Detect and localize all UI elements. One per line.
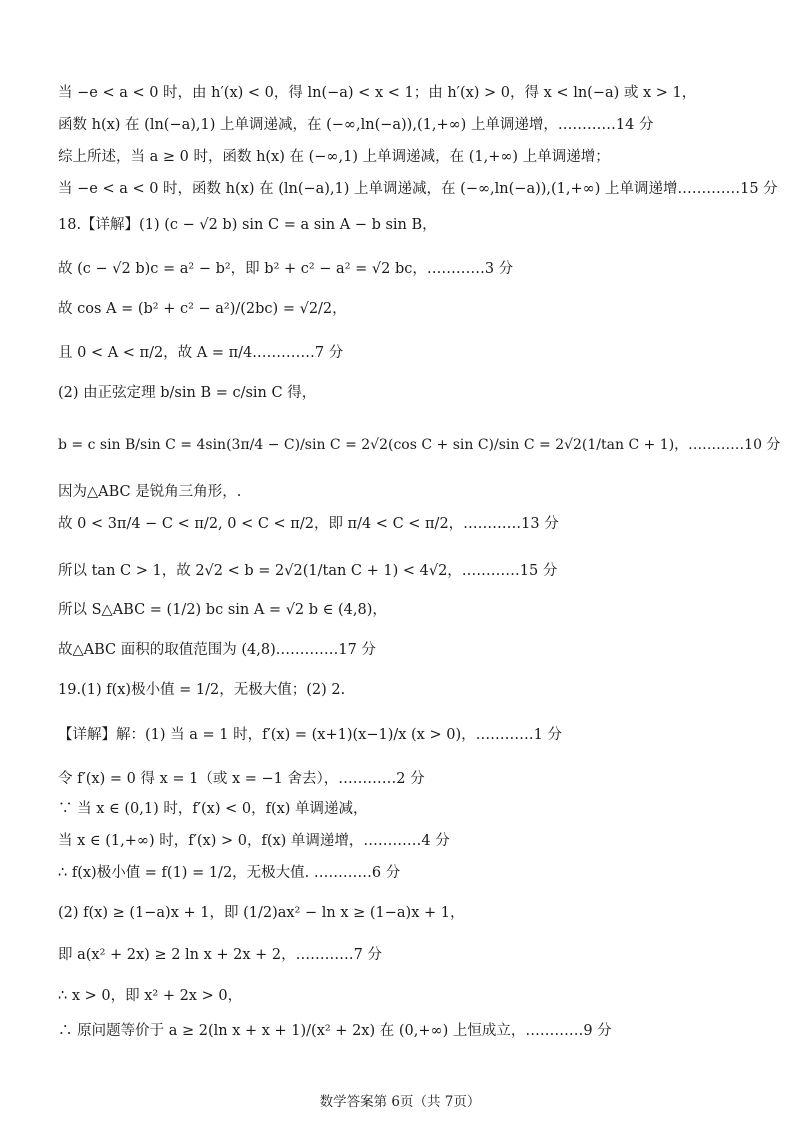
text-line: ∴ 原问题等价于 a ≥ 2(ln x + x + 1)/(x² + 2x) 在 (0,+∞) 上恒成立，…………9 分 <box>58 1023 612 1039</box>
text-line: 当 −e < a < 0 时，由 h′(x) < 0，得 ln(−a) < x < 1；由 h′(x) > 0，得 x < ln(−a) 或 x > 1， <box>58 85 697 101</box>
text-line: 故 (c − √2 b)c = a² − b²，即 b² + c² − a² = √2 bc，…………3 分 <box>58 261 514 277</box>
text-line: ∴ f(x)极小值 = f(1) = 1/2，无极大值. …………6 分 <box>58 865 401 881</box>
text-line: 故△ABC 面积的取值范围为 (4,8).…………17 分 <box>58 642 376 658</box>
text-line: 即 a(x² + 2x) ≥ 2 ln x + 2x + 2，…………7 分 <box>58 947 382 963</box>
text-line: 故 0 < 3π/4 − C < π/2, 0 < C < π/2，即 π/4 < C < π/2，…………13 分 <box>58 516 559 532</box>
text-line: 故 cos A = (b² + c² − a²)/(2bc) = √2/2， <box>58 301 347 317</box>
text-line: 19.(1) f(x)极小值 = 1/2，无极大值；(2) 2. <box>58 682 346 698</box>
text-line: 令 f′(x) = 0 得 x = 1（或 x = −1 舍去），…………2 分 <box>58 771 425 787</box>
text-line: 因为△ABC 是锐角三角形，. <box>58 484 242 500</box>
text-line: (2) 由正弦定理 b/sin B = c/sin C 得， <box>58 385 317 401</box>
text-line: 所以 S△ABC = (1/2) bc sin A = √2 b ∈ (4,8)， <box>58 602 387 618</box>
text-line: ∴ x > 0，即 x² + 2x > 0， <box>58 988 243 1004</box>
text-line: 函数 h(x) 在 (ln(−a),1) 上单调递减，在 (−∞,ln(−a)),(1,+∞) 上单调递增，…………14 分 <box>58 117 654 133</box>
text-line: (2) f(x) ≥ (1−a)x + 1，即 (1/2)ax² − ln x ≥ (1−a)x + 1， <box>58 905 465 921</box>
text-line: ∵ 当 x ∈ (0,1) 时，f′(x) < 0，f(x) 单调递减， <box>58 801 368 817</box>
text-line: 且 0 < A < π/2，故 A = π/4.…………7 分 <box>58 345 344 361</box>
page-footer: 数学答案第 6页（共 7页） <box>319 1094 481 1110</box>
text-line: 所以 tan C > 1，故 2√2 < b = 2√2(1/tan C + 1) < 4√2，…………15 分 <box>58 563 558 579</box>
text-line: 当 x ∈ (1,+∞) 时，f′(x) > 0，f(x) 单调递增，…………4 分 <box>58 833 450 849</box>
text-line: 当 −e < a < 0 时，函数 h(x) 在 (ln(−a),1) 上单调递减，在 (−∞,ln(−a)),(1,+∞) 上单调递增.…………15 分 <box>58 181 778 197</box>
text-line: 综上所述，当 a ≥ 0 时，函数 h(x) 在 (−∞,1) 上单调递减，在 (1,+∞) 上单调递增； <box>58 149 610 165</box>
text-line: 18.【详解】(1) (c − √2 b) sin C = a sin A − b sin B， <box>58 217 437 233</box>
text-line: b = c sin B/sin C = 4sin(3π/4 − C)/sin C = 2√2(cos C + sin C)/sin C = 2√2(1/tan C + 1)，…………10 分 <box>58 437 781 453</box>
text-line: 【详解】解：(1) 当 a = 1 时，f′(x) = (x+1)(x−1)/x (x > 0)，…………1 分 <box>58 727 562 743</box>
